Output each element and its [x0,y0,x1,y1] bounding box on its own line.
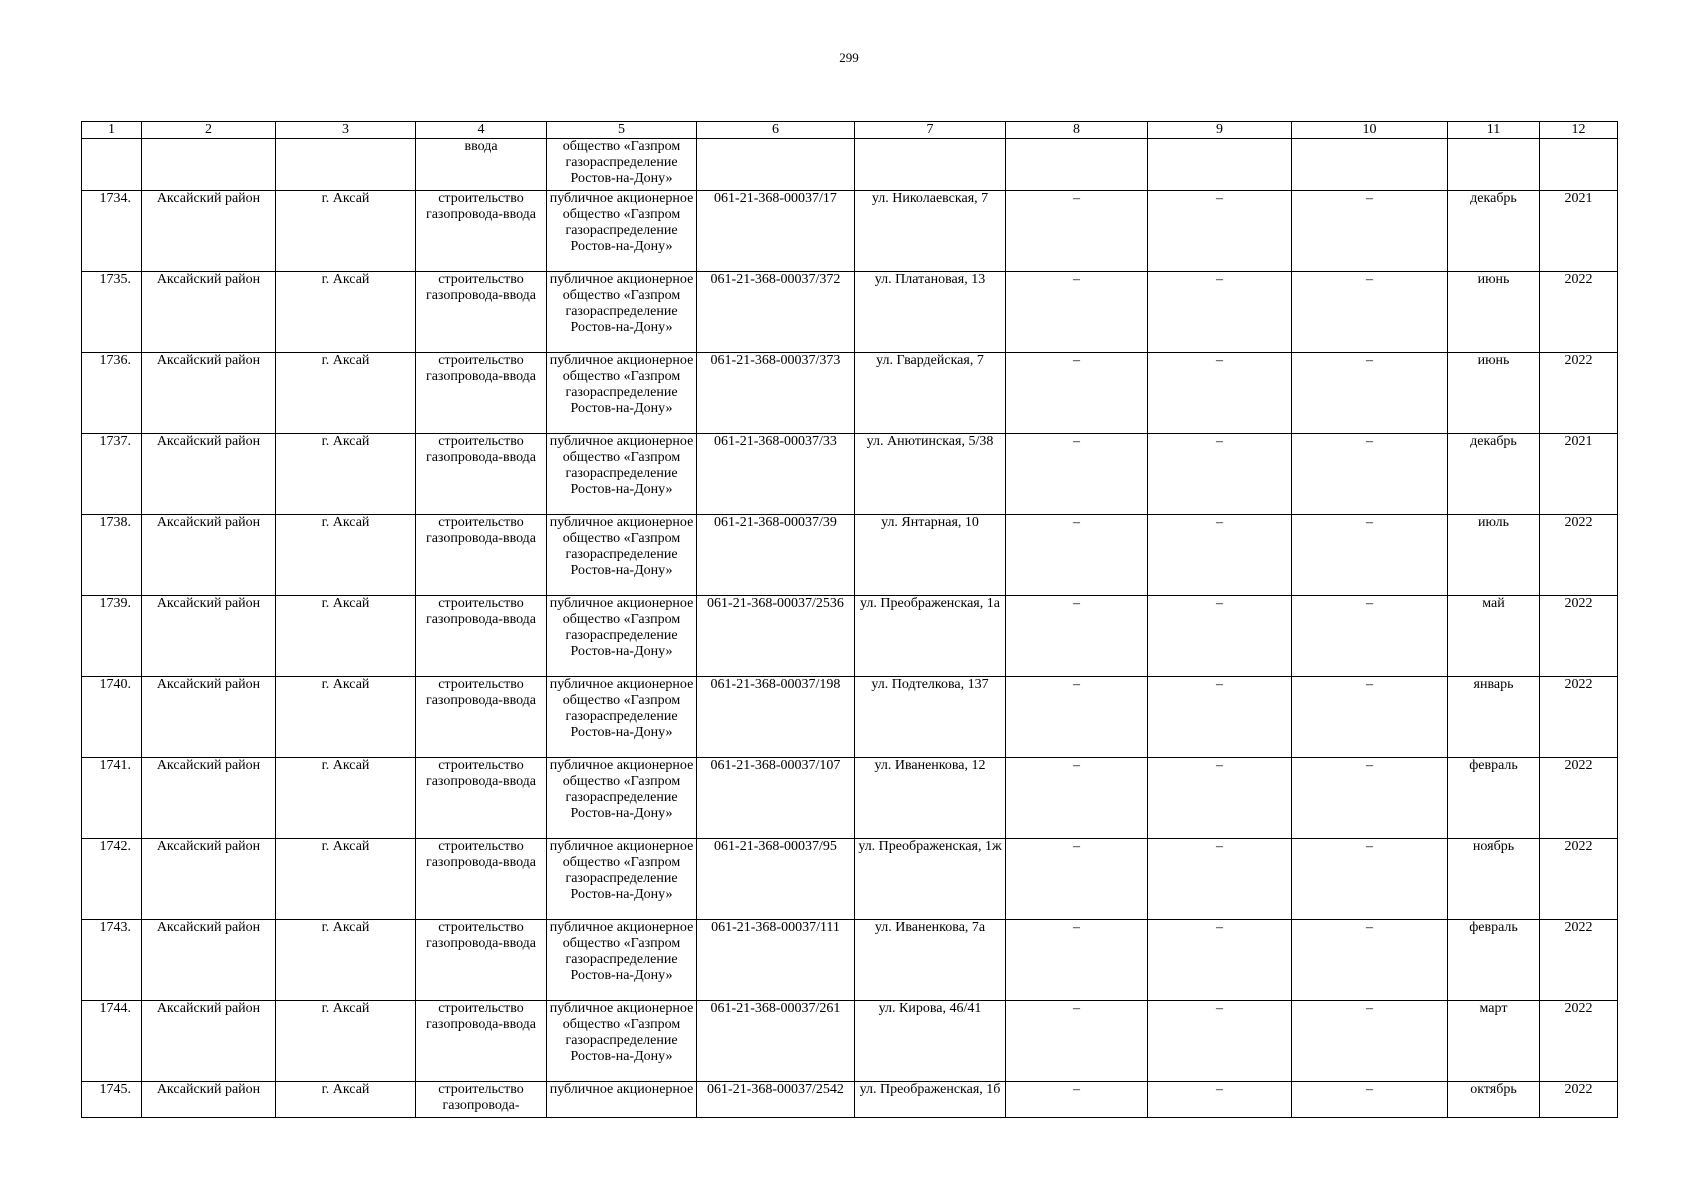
cell-number: 1736. [82,353,142,434]
cell-address: ул. Преображенская, 1б [855,1082,1006,1118]
cell-address: ул. Иваненкова, 12 [855,758,1006,839]
cell-col9: – [1148,191,1292,272]
cell-organization: публичное акционерное общество «Газпром газораспределение Ростов-на-Дону» [547,758,697,839]
cell-month: март [1448,1001,1540,1082]
cell-year: 2022 [1540,1001,1618,1082]
cell-organization: публичное акционерное общество «Газпром газораспределение Ростов-на-Дону» [547,353,697,434]
cell-district: Аксайский район [142,353,276,434]
cell-col9: – [1148,839,1292,920]
column-header: 3 [276,122,416,139]
cell-work-type: строительство газопровода-ввода [416,434,547,515]
cell-district: Аксайский район [142,839,276,920]
cell-col9 [1148,139,1292,191]
cell-year: 2022 [1540,1082,1618,1118]
cell-city: г. Аксай [276,272,416,353]
cell-number: 1735. [82,272,142,353]
cell-city: г. Аксай [276,920,416,1001]
cell-col10: – [1292,677,1448,758]
cell-address: ул. Платановая, 13 [855,272,1006,353]
cell-work-type: строительство газопровода-ввода [416,758,547,839]
cell-district: Аксайский район [142,191,276,272]
cell-code: 061-21-368-00037/261 [697,1001,855,1082]
cell-month: февраль [1448,920,1540,1001]
column-header: 9 [1148,122,1292,139]
cell-address: ул. Анютинская, 5/38 [855,434,1006,515]
cell-organization: публичное акционерное общество «Газпром газораспределение Ростов-на-Дону» [547,1001,697,1082]
cell-year: 2022 [1540,353,1618,434]
cell-address: ул. Преображенская, 1ж [855,839,1006,920]
table-row [82,758,1618,839]
cell-col8: – [1006,191,1148,272]
cell-col10: – [1292,515,1448,596]
cell-code: 061-21-368-00037/372 [697,272,855,353]
cell-district: Аксайский район [142,596,276,677]
continuation-row [82,139,1618,191]
cell-work-type: строительство газопровода-ввода [416,272,547,353]
cell-col8: – [1006,1082,1148,1118]
cell-code: 061-21-368-00037/111 [697,920,855,1001]
cell-district [142,139,276,191]
cell-col10: – [1292,839,1448,920]
cell-month: ноябрь [1448,839,1540,920]
cell-address: ул. Подтелкова, 137 [855,677,1006,758]
cell-col10 [1292,139,1448,191]
cell-district: Аксайский район [142,515,276,596]
cell-col10: – [1292,758,1448,839]
cell-work-type: ввода [416,139,547,191]
cell-col10: – [1292,1001,1448,1082]
cell-code: 061-21-368-00037/39 [697,515,855,596]
cell-address: ул. Иваненкова, 7а [855,920,1006,1001]
table-row [82,1001,1618,1082]
table-row [82,353,1618,434]
cell-district: Аксайский район [142,272,276,353]
table-row [82,515,1618,596]
table-row [82,191,1618,272]
cell-col9: – [1148,515,1292,596]
cell-month: декабрь [1448,191,1540,272]
cell-col10: – [1292,353,1448,434]
cell-col8: – [1006,353,1148,434]
cell-month: декабрь [1448,434,1540,515]
cell-col10: – [1292,272,1448,353]
cell-district: Аксайский район [142,1001,276,1082]
cell-year: 2022 [1540,272,1618,353]
cell-number: 1743. [82,920,142,1001]
cell-col9: – [1148,920,1292,1001]
table-row [82,434,1618,515]
cell-code: 061-21-368-00037/95 [697,839,855,920]
cell-col8: – [1006,839,1148,920]
cell-number: 1738. [82,515,142,596]
column-header: 10 [1292,122,1448,139]
cell-city: г. Аксай [276,1001,416,1082]
cell-work-type: строительство газопровода-ввода [416,191,547,272]
cell-district: Аксайский район [142,434,276,515]
column-header: 2 [142,122,276,139]
cell-organization: публичное акционерное общество «Газпром газораспределение Ростов-на-Дону» [547,434,697,515]
cell-code: 061-21-368-00037/373 [697,353,855,434]
cell-address [855,139,1006,191]
cell-organization: публичное акционерное общество «Газпром газораспределение Ростов-на-Дону» [547,272,697,353]
table-body [82,139,1618,1118]
cell-month: октябрь [1448,1082,1540,1118]
cell-month: июнь [1448,353,1540,434]
table-header [82,122,1618,139]
cell-number: 1744. [82,1001,142,1082]
column-header: 5 [547,122,697,139]
column-header: 7 [855,122,1006,139]
cell-code: 061-21-368-00037/2536 [697,596,855,677]
cell-number [82,139,142,191]
column-header: 11 [1448,122,1540,139]
cell-year: 2021 [1540,191,1618,272]
cell-address: ул. Гвардейская, 7 [855,353,1006,434]
column-number-row [82,122,1618,139]
cell-month: май [1448,596,1540,677]
cell-col8: – [1006,1001,1148,1082]
cell-month: январь [1448,677,1540,758]
cell-address: ул. Янтарная, 10 [855,515,1006,596]
cell-city: г. Аксай [276,191,416,272]
cell-organization: публичное акционерное общество «Газпром газораспределение Ростов-на-Дону» [547,677,697,758]
cell-month: февраль [1448,758,1540,839]
cell-col8 [1006,139,1148,191]
table-row [82,1082,1618,1118]
cell-organization: публичное акционерное общество «Газпром газораспределение Ростов-на-Дону» [547,596,697,677]
cell-work-type: строительство газопровода-ввода [416,677,547,758]
cell-year: 2022 [1540,596,1618,677]
cell-col9: – [1148,434,1292,515]
cell-city: г. Аксай [276,353,416,434]
cell-year: 2022 [1540,839,1618,920]
cell-number: 1737. [82,434,142,515]
column-header: 4 [416,122,547,139]
cell-col10: – [1292,920,1448,1001]
cell-col8: – [1006,596,1148,677]
cell-work-type: строительство газопровода-ввода [416,1001,547,1082]
cell-code: 061-21-368-00037/2542 [697,1082,855,1118]
cell-code: 061-21-368-00037/107 [697,758,855,839]
page-number: 299 [839,50,859,65]
cell-work-type: строительство газопровода-ввода [416,839,547,920]
cell-col10: – [1292,191,1448,272]
cell-month: июнь [1448,272,1540,353]
column-header: 6 [697,122,855,139]
cell-code: 061-21-368-00037/33 [697,434,855,515]
cell-city: г. Аксай [276,758,416,839]
cell-organization: публичное акционерное общество «Газпром газораспределение Ростов-на-Дону» [547,191,697,272]
cell-work-type: строительство газопровода- [416,1082,547,1118]
cell-col8: – [1006,272,1148,353]
cell-code: 061-21-368-00037/17 [697,191,855,272]
cell-city: г. Аксай [276,515,416,596]
cell-year: 2022 [1540,677,1618,758]
cell-organization: публичное акционерное общество «Газпром газораспределение Ростов-на-Дону» [547,839,697,920]
column-header: 1 [82,122,142,139]
cell-col8: – [1006,434,1148,515]
cell-col9: – [1148,758,1292,839]
table-row [82,596,1618,677]
cell-organization: публичное акционерное общество «Газпром газораспределение Ростов-на-Дону» [547,515,697,596]
cell-address: ул. Преображенская, 1а [855,596,1006,677]
cell-year [1540,139,1618,191]
table-row [82,272,1618,353]
cell-col8: – [1006,677,1148,758]
cell-district: Аксайский район [142,758,276,839]
cell-col9: – [1148,353,1292,434]
table-row [82,839,1618,920]
cell-number: 1741. [82,758,142,839]
cell-work-type: строительство газопровода-ввода [416,353,547,434]
cell-city: г. Аксай [276,434,416,515]
cell-year: 2022 [1540,515,1618,596]
cell-organization: публичное акционерное [547,1082,697,1118]
cell-city [276,139,416,191]
cell-col9: – [1148,596,1292,677]
cell-year: 2021 [1540,434,1618,515]
cell-number: 1739. [82,596,142,677]
table-row [82,677,1618,758]
cell-number: 1734. [82,191,142,272]
cell-code: 061-21-368-00037/198 [697,677,855,758]
cell-month [1448,139,1540,191]
cell-year: 2022 [1540,920,1618,1001]
column-header: 12 [1540,122,1618,139]
cell-city: г. Аксай [276,839,416,920]
cell-city: г. Аксай [276,596,416,677]
cell-col9: – [1148,1001,1292,1082]
cell-address: ул. Кирова, 46/41 [855,1001,1006,1082]
cell-col10: – [1292,434,1448,515]
cell-number: 1740. [82,677,142,758]
cell-col9: – [1148,272,1292,353]
cell-address: ул. Николаевская, 7 [855,191,1006,272]
cell-district: Аксайский район [142,1082,276,1118]
cell-col8: – [1006,515,1148,596]
cell-col8: – [1006,920,1148,1001]
cell-month: июль [1448,515,1540,596]
cell-number: 1742. [82,839,142,920]
cell-organization: общество «Газпром газораспределение Ростов-на-Дону» [547,139,697,191]
cell-organization: публичное акционерное общество «Газпром газораспределение Ростов-на-Дону» [547,920,697,1001]
cell-col9: – [1148,677,1292,758]
cell-col10: – [1292,1082,1448,1118]
cell-col9: – [1148,1082,1292,1118]
cell-district: Аксайский район [142,677,276,758]
cell-city: г. Аксай [276,1082,416,1118]
cell-city: г. Аксай [276,677,416,758]
cell-year: 2022 [1540,758,1618,839]
column-header: 8 [1006,122,1148,139]
table-row [82,920,1618,1001]
cell-work-type: строительство газопровода-ввода [416,515,547,596]
registry-table [81,121,1618,1118]
cell-work-type: строительство газопровода-ввода [416,920,547,1001]
cell-code [697,139,855,191]
cell-col10: – [1292,596,1448,677]
cell-col8: – [1006,758,1148,839]
cell-work-type: строительство газопровода-ввода [416,596,547,677]
cell-number: 1745. [82,1082,142,1118]
cell-district: Аксайский район [142,920,276,1001]
